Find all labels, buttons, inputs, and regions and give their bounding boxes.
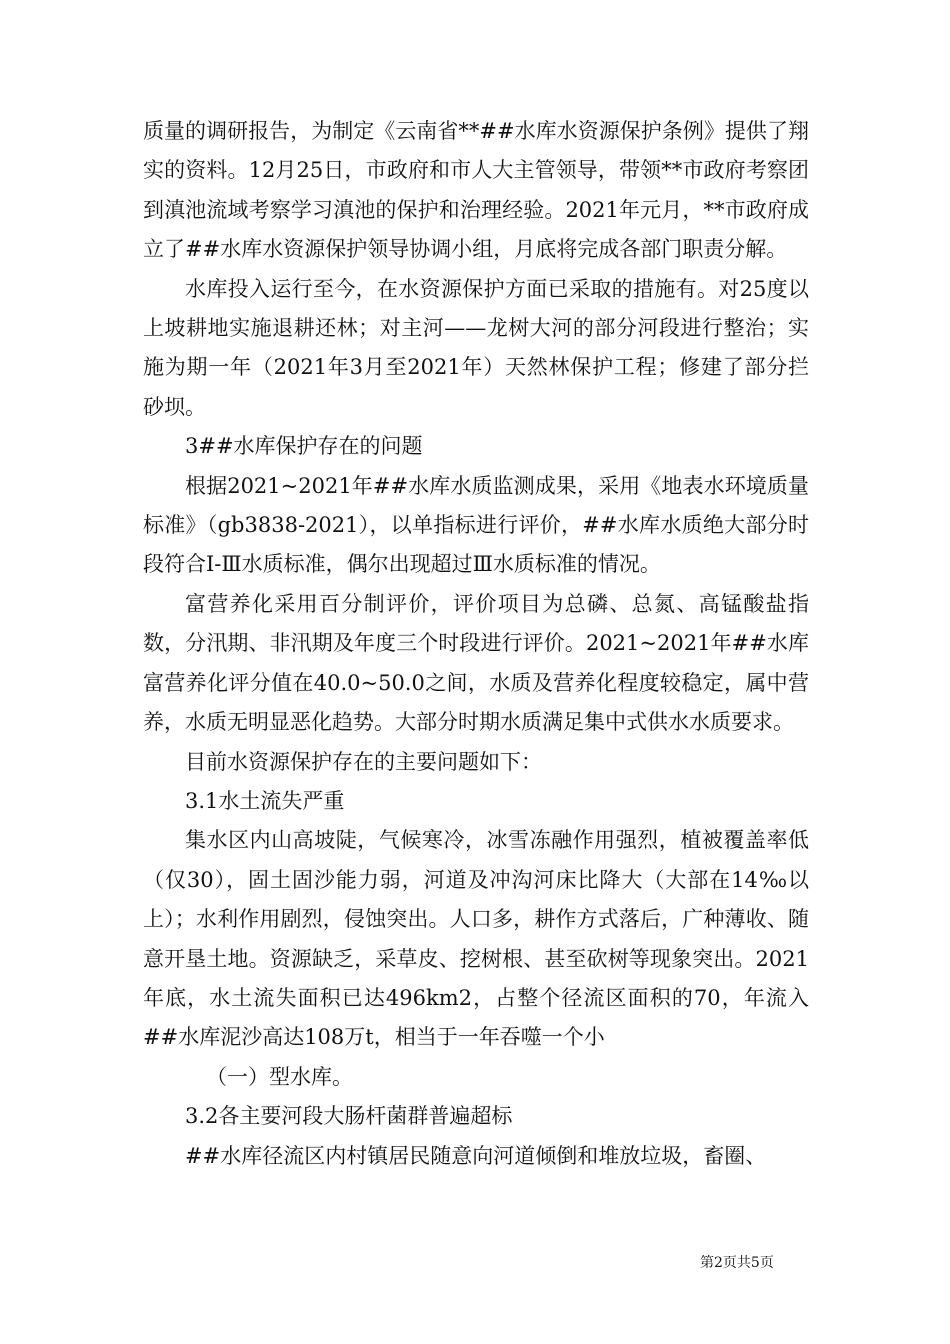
- section-heading-problems: 3##水库保护存在的问题: [185, 434, 423, 459]
- paragraph-water-quality: 根据2021~2021年##水库水质监测成果，采用《地表水环境质量标准》（gb3838-2021），以单指标进行评价，##水库水质绝大部分时段符合Ⅰ-Ⅲ水质标准，偶尔出现超过Ⅲ水质标准的情况。: [143, 473, 809, 577]
- paragraph-reservoir-type: （一）型水库。: [206, 1064, 353, 1089]
- paragraph-eutrophication: 富营养化采用百分制评价，评价项目为总磷、总氮、高锰酸盐指数，分汛期、非汛期及年度三个时段进行评价。2021~2021年##水库富营养化评分值在40.0~50.0之间，水质及营养化程度较稳定，属中营养，水质无明显恶化趋势。大部分时期水质满足集中式供水水质要求。: [143, 591, 809, 735]
- subsection-heading-coliform: 3.2各主要河段大肠杆菌群普遍超标: [185, 1104, 513, 1129]
- paragraph-main-problems-intro: 目前水资源保护存在的主要问题如下：: [185, 749, 542, 774]
- page-number: 第2页共5页: [700, 1255, 774, 1271]
- document-body: [143, 112, 809, 1176]
- paragraph-coliform: ##水库径流区内村镇居民随意向河道倾倒和堆放垃圾，畜圈、: [185, 1143, 767, 1168]
- paragraph-report-continuation: 质量的调研报告，为制定《云南省**##水库水资源保护条例》提供了翔实的资料。12月25日，市政府和市人大主管领导，带领**市政府考察团到滇池流域考察学习滇池的保护和治理经验。2021年元月，**市政府成立了##水库水资源保护领导协调小组，月底将完成各部门职责分解。: [143, 119, 809, 262]
- paragraph-measures-taken: 水库投入运行至今，在水资源保护方面已采取的措施有。对25度以上坡耕地实施退耕还林；对主河——龙树大河的部分河段进行整治；实施为期一年（2021年3月至2021年）天然林保护工程；修建了部分拦砂坝。: [143, 276, 809, 419]
- subsection-heading-soil-erosion: 3.1水土流失严重: [185, 788, 345, 813]
- paragraph-soil-erosion: 集水区内山高坡陡，气候寒冷，冰雪冻融作用强烈，植被覆盖率低（仅30），固土固沙能力弱，河道及冲沟河床比降大（大部在14‰以上）；水利作用剧烈，侵蚀突出。人口多，耕作方式落后，广种薄收、随意开垦土地。资源缺乏，采草皮、挖树根、甚至砍树等现象突出。2021年底，水土流失面积已达496km2，占整个径流区面积的70，年流入##水库泥沙高达108万t，相当于一年吞噬一个小: [143, 828, 809, 1050]
